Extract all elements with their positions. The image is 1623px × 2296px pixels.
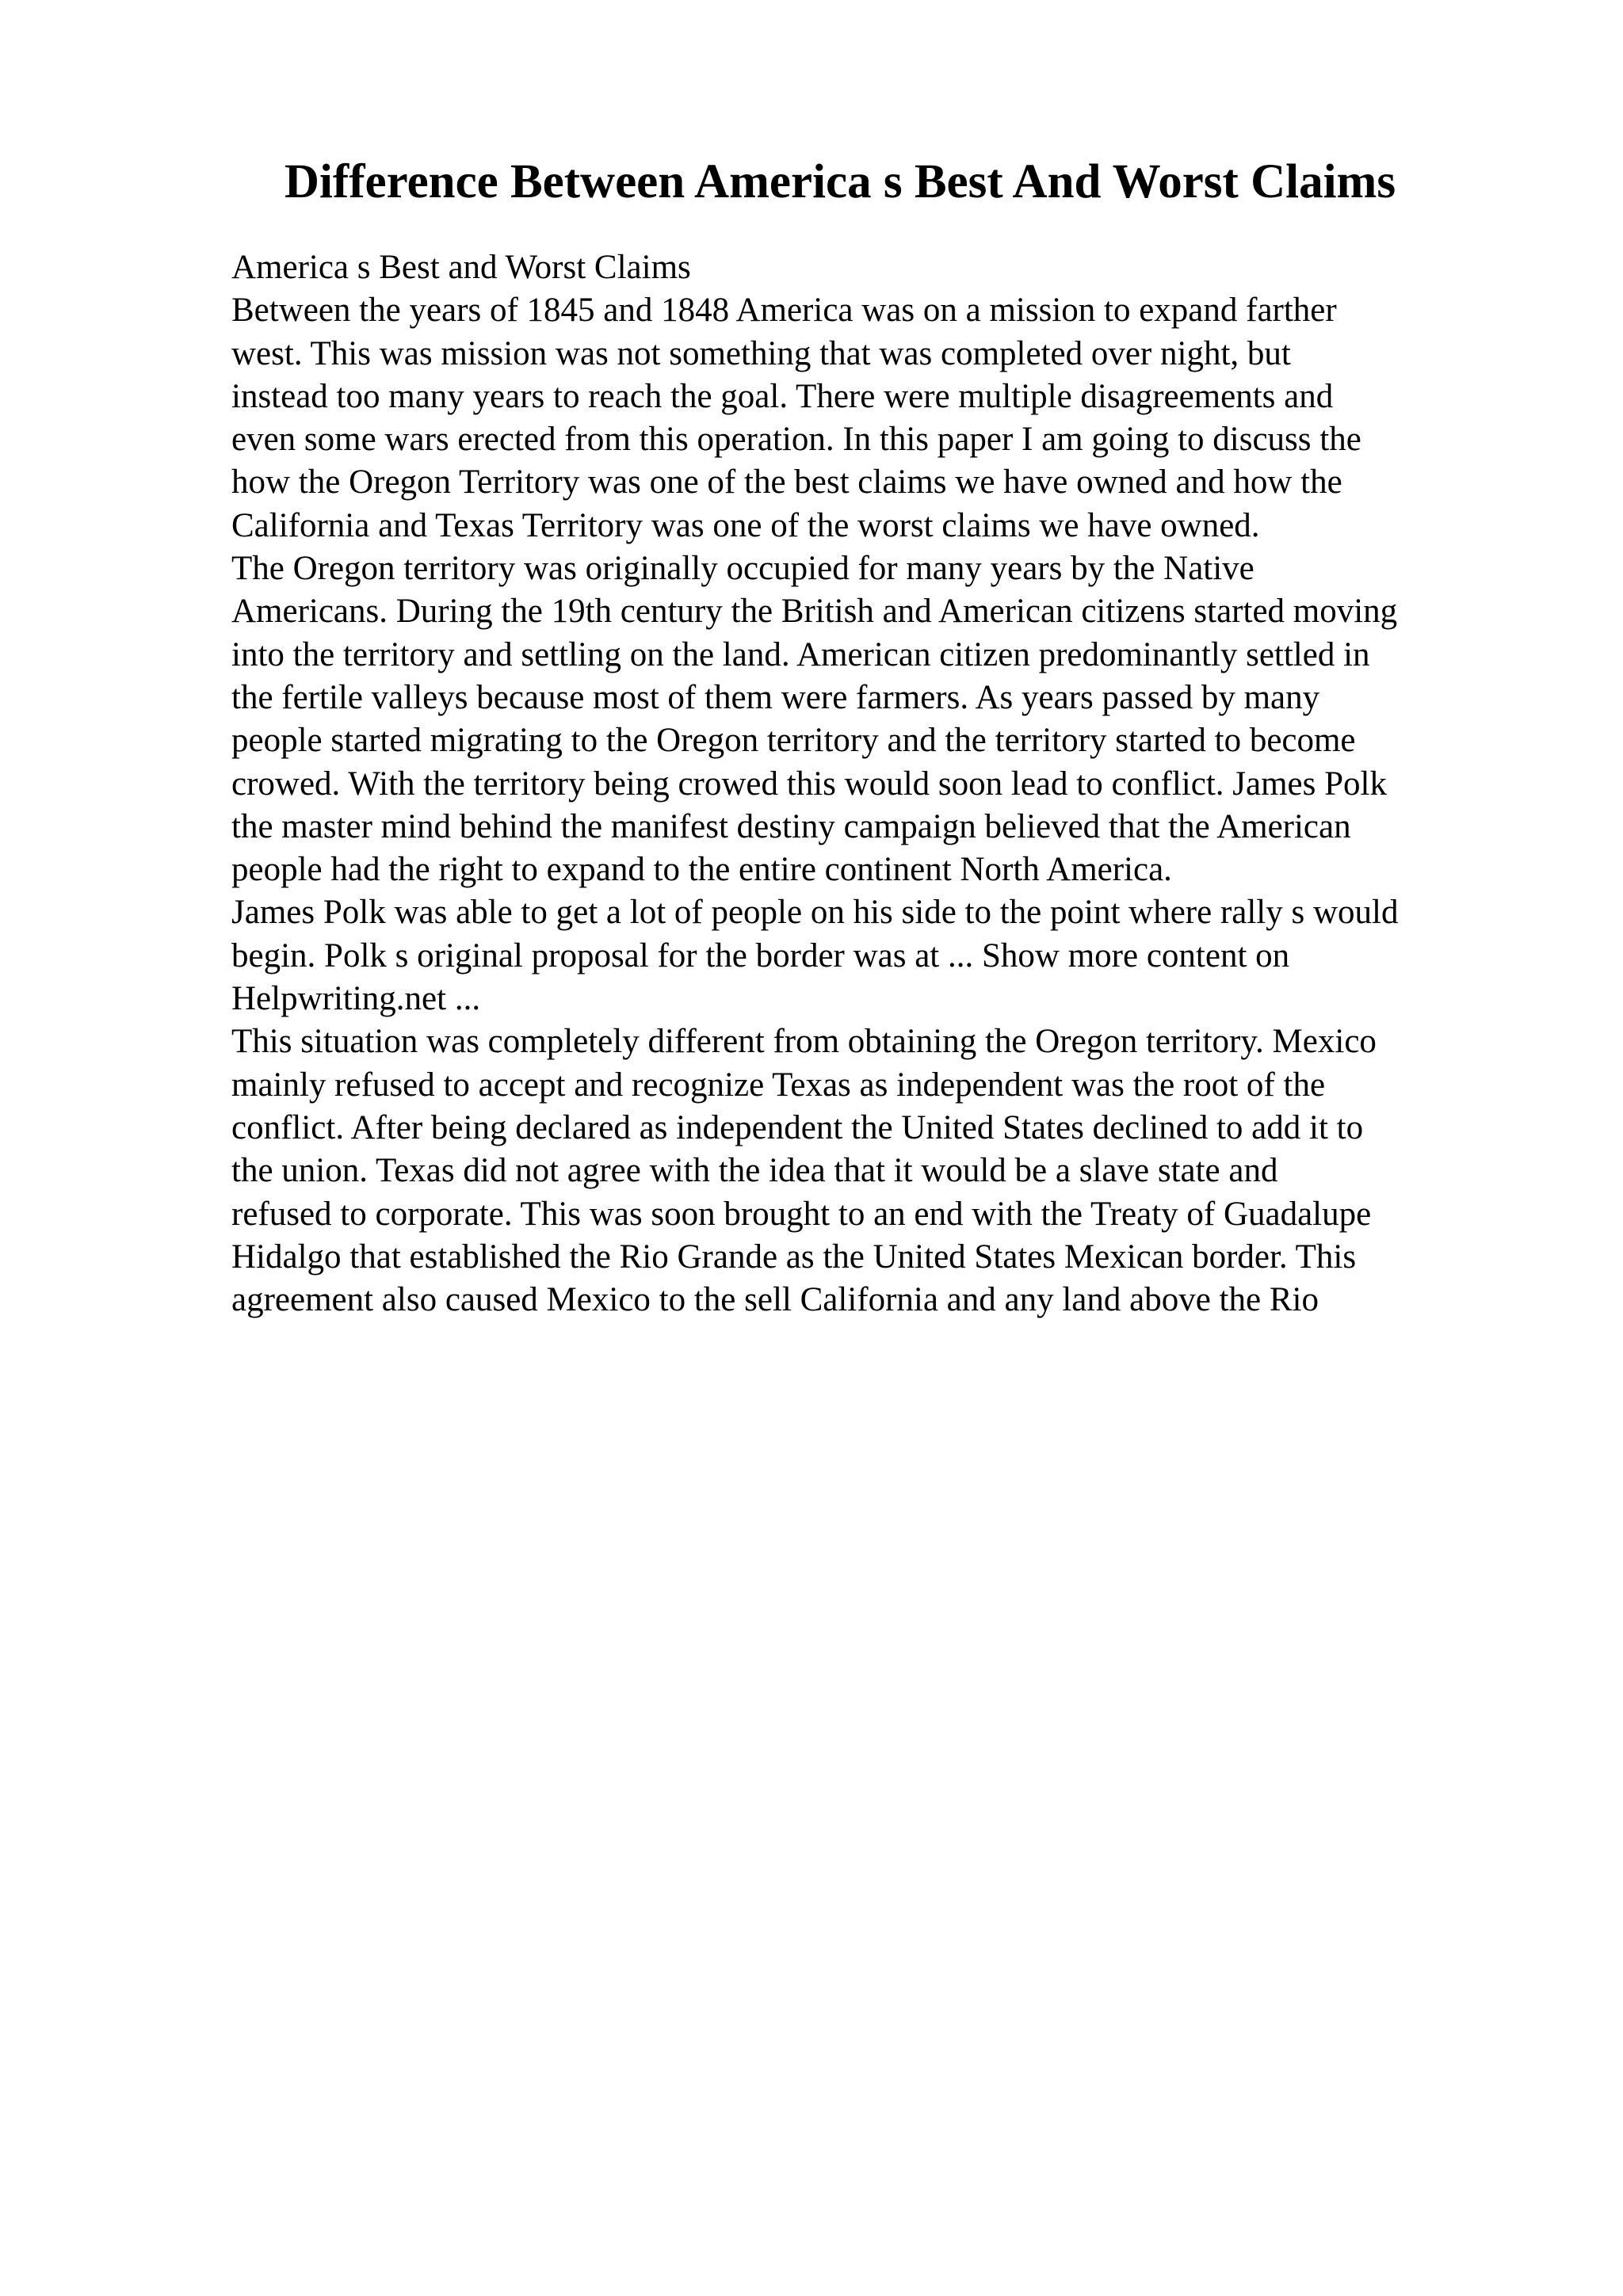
body-line: into the territory and settling on the land. American citizen predominantly settled in: [231, 635, 1370, 673]
body-line: James Polk was able to get a lot of people on his side to the point where rally s would: [231, 894, 1399, 932]
body-line: mainly refused to accept and recognize Texas as independent was the root of the: [231, 1066, 1326, 1104]
body-line: conflict. After being declared as independent the United States declined to add it to: [231, 1108, 1364, 1146]
body-line: instead too many years to reach the goal. There were multiple disagreements and: [231, 377, 1334, 415]
body-line: the fertile valleys because most of them were farmers. As years passed by many: [231, 678, 1320, 716]
body-line: Hidalgo that established the Rio Grande as the United States Mexican border. This: [231, 1238, 1357, 1276]
body-line: Between the years of 1845 and 1848 America was on a mission to expand farther: [231, 292, 1337, 330]
document-title: Difference Between America s Best And Worst Claims: [284, 155, 1396, 208]
body-line: crowed. With the territory being crowed this would soon lead to conflict. James Polk: [231, 765, 1387, 803]
body-line: refused to corporate. This was soon brought to an end with the Treaty of Guadalupe: [231, 1195, 1372, 1233]
body-line: the union. Texas did not agree with the idea that it would be a slave state and: [231, 1152, 1278, 1190]
body-line: the master mind behind the manifest destiny campaign believed that the American: [231, 807, 1351, 845]
body-line: The Oregon territory was originally occupied for many years by the Native: [231, 550, 1254, 588]
body-line: This situation was completely different from obtaining the Oregon territory. Mexico: [231, 1023, 1377, 1061]
body-line: Helpwriting.net ...: [231, 980, 481, 1018]
body-line: people had the right to expand to the entire continent North America.: [231, 851, 1172, 889]
body-line: agreement also caused Mexico to the sell California and any land above the Rio: [231, 1281, 1319, 1319]
body-line: how the Oregon Territory was one of the best claims we have owned and how the: [231, 463, 1342, 502]
document-body: [231, 246, 1610, 1322]
body-line: California and Texas Territory was one of the worst claims we have owned.: [231, 506, 1260, 544]
body-line: west. This was mission was not something that was completed over night, but: [231, 334, 1291, 372]
body-line: America s Best and Worst Claims: [231, 249, 691, 286]
body-line: even some wars erected from this operation. In this paper I am going to discuss the: [231, 421, 1361, 459]
body-line: begin. Polk s original proposal for the border was at ... Show more content on: [231, 936, 1290, 974]
body-line: Americans. During the 19th century the British and American citizens started moving: [231, 593, 1398, 631]
body-line: people started migrating to the Oregon territory and the territory started to become: [231, 722, 1356, 760]
